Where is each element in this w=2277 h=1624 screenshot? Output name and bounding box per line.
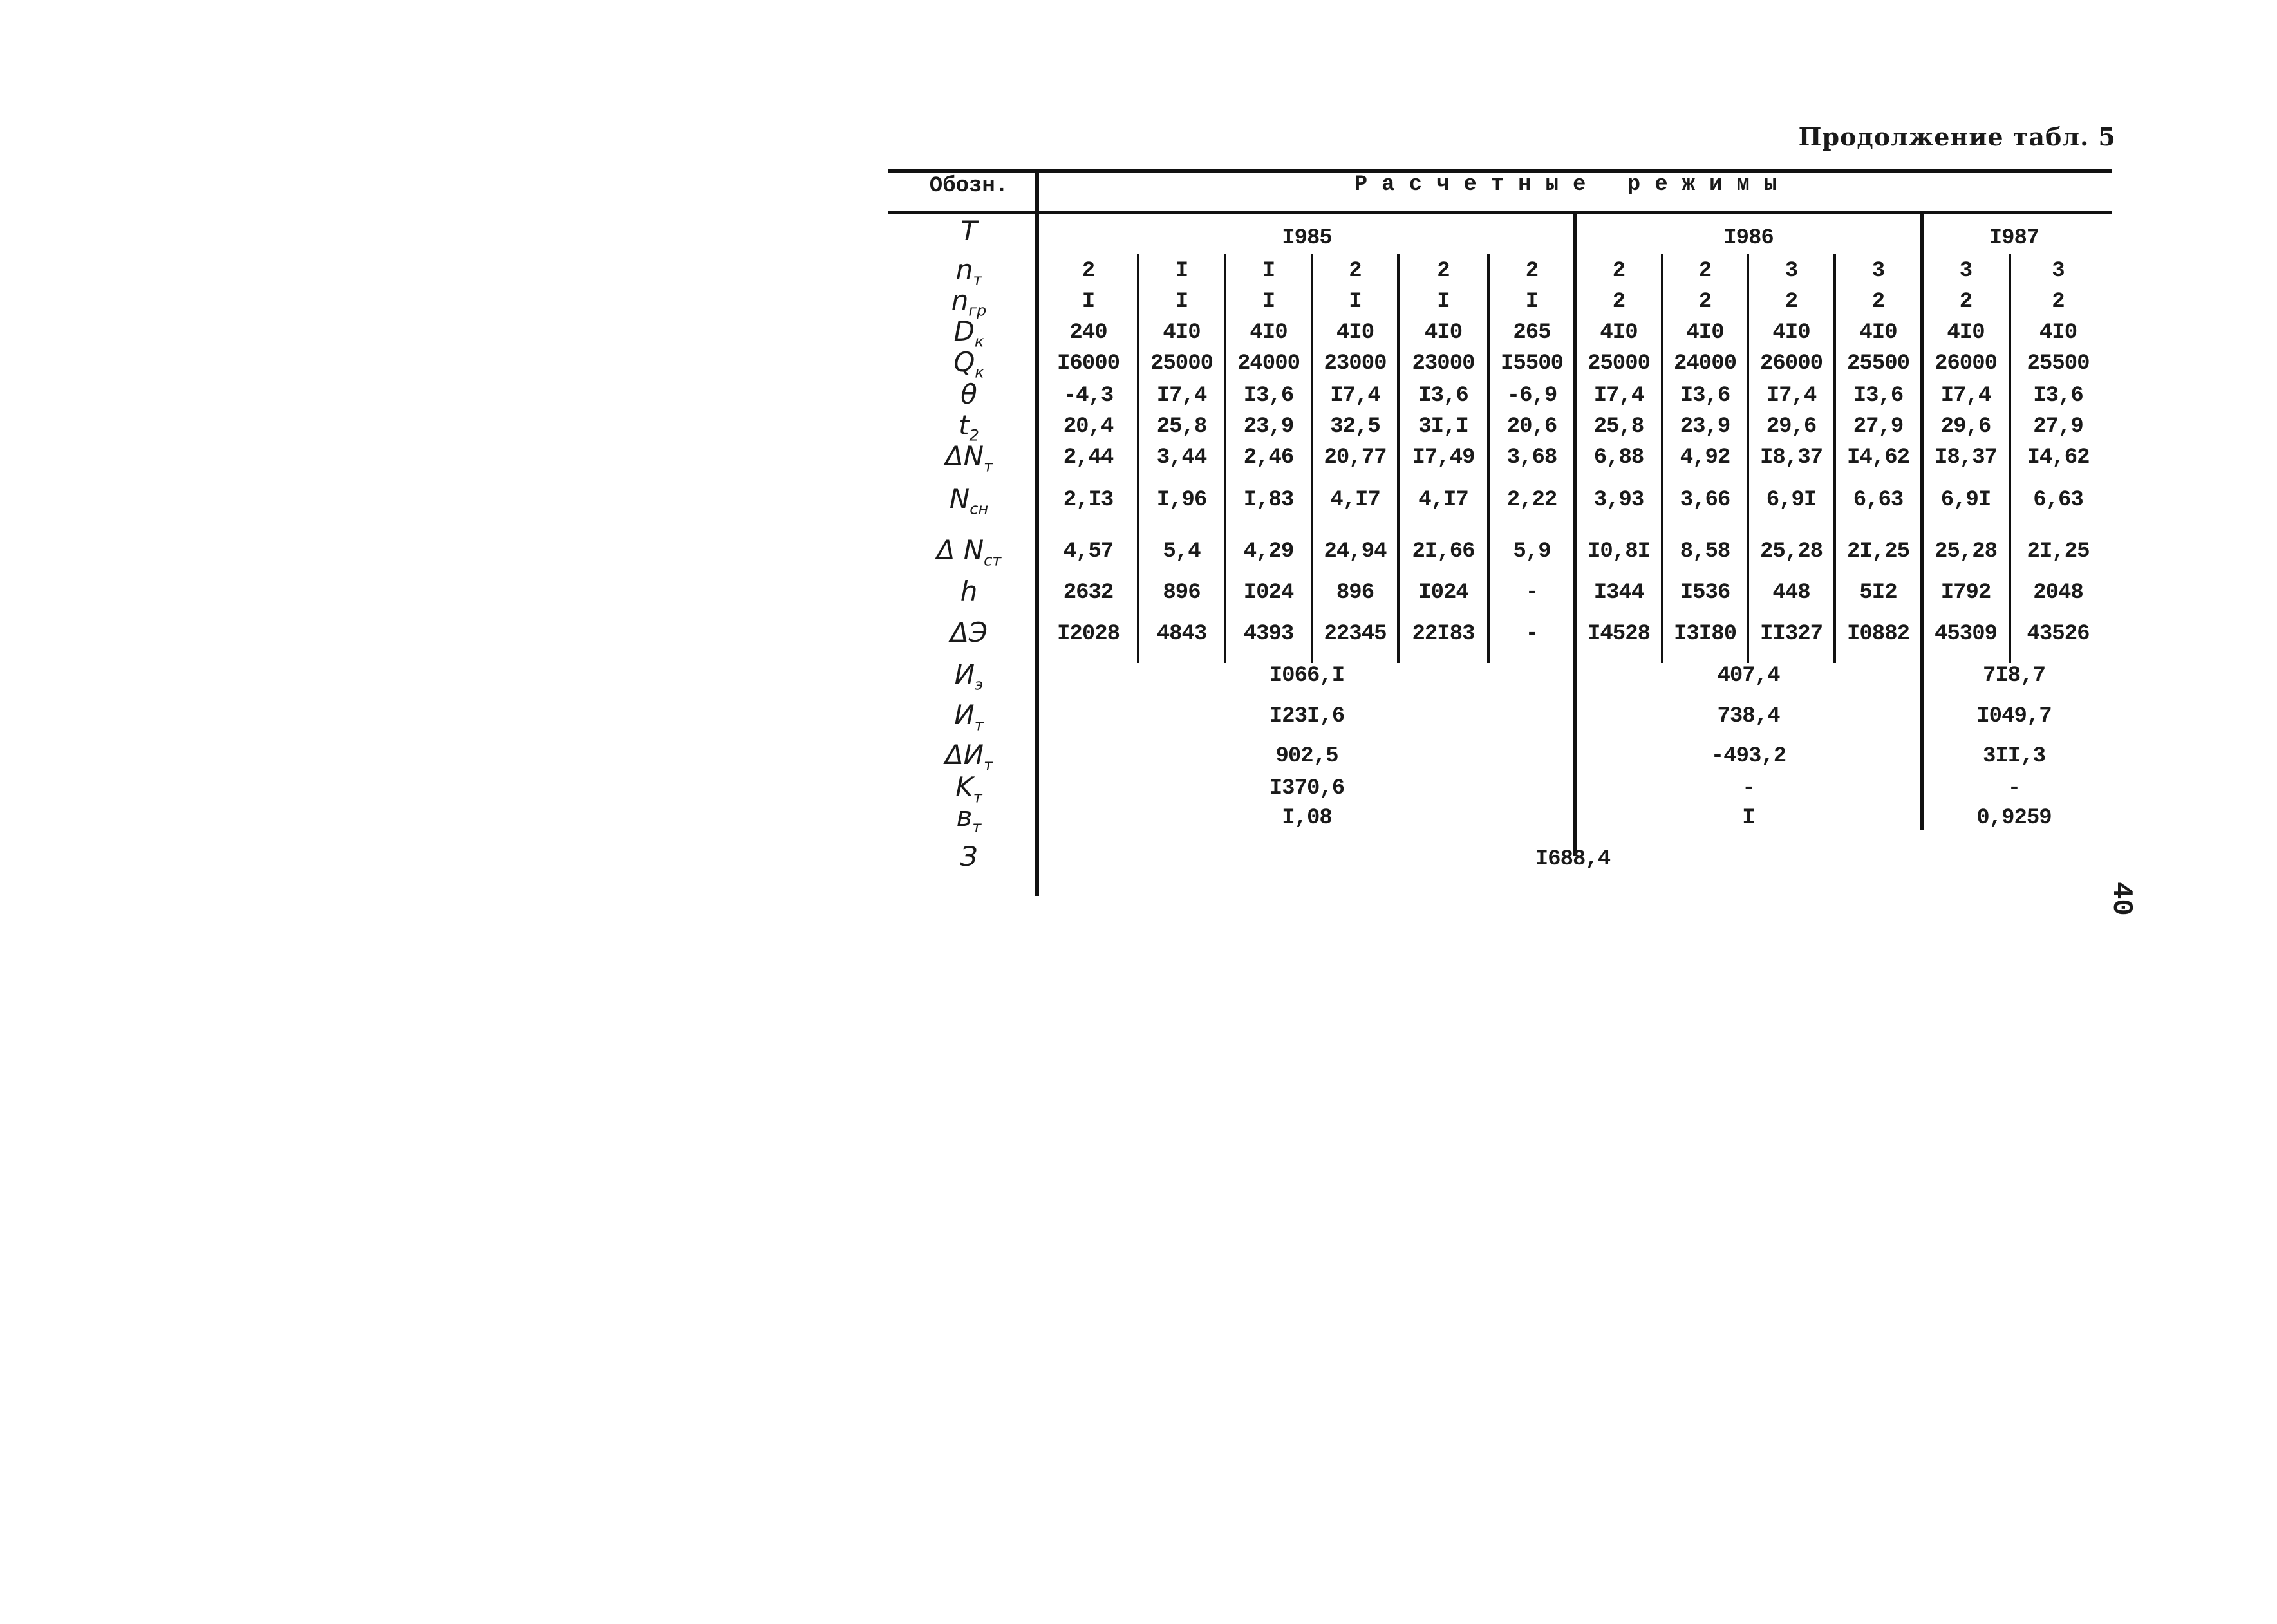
value-r7-c4: 4,I7 [1418,488,1468,512]
value-r0-c3: 2 [1349,259,1362,283]
value-r1-c11: 2 [2052,290,2065,314]
year-value-r0-y2: 7I8,7 [1982,664,2046,688]
value-r2-c5: 265 [1513,321,1551,345]
symbol-row-4: θ [960,378,977,410]
value-r10-c9: I0882 [1846,622,1910,646]
value-r1-c1: I [1175,290,1188,314]
value-r3-c11: 25500 [2027,351,2090,376]
value-r10-c2: 4393 [1243,622,1294,646]
value-r9-c9: 5I2 [1859,581,1897,605]
value-r5-c5: 20,6 [1506,415,1557,439]
value-r7-c3: 4,I7 [1330,488,1380,512]
value-r0-c7: 2 [1698,259,1712,283]
value-r6-c11: I4,62 [2027,445,2090,470]
value-r7-c5: 2,22 [1506,488,1557,512]
value-r9-c5: - [1525,581,1539,605]
column-separator-1 [1224,254,1226,663]
value-r4-c0: -4,3 [1063,384,1114,408]
value-r6-c4: I7,49 [1412,445,1475,470]
value-r4-c10: I7,4 [1940,384,1991,408]
value-r5-c4: 3I,I [1418,415,1468,439]
value-r4-c6: I7,4 [1593,384,1644,408]
year-2: I987 [1989,226,2039,250]
symbol-row-7: $N_{сн}$ [949,483,989,518]
value-r1-c4: I [1437,290,1450,314]
value-r0-c10: 3 [1959,259,1972,283]
value-r1-c3: I [1349,290,1362,314]
value-r0-c9: 3 [1871,259,1885,283]
value-r6-c1: 3,44 [1156,445,1207,470]
value-r4-c7: I3,6 [1680,384,1730,408]
value-r3-c1: 25000 [1150,351,1213,376]
value-r8-c9: 2I,25 [1846,539,1910,564]
value-r0-c8: 3 [1785,259,1798,283]
header-symbol: Обозн. [929,174,1009,198]
column-separator-10 [2009,254,2011,663]
value-r2-c4: 4I0 [1424,321,1463,345]
value-r9-c11: 2048 [2033,581,2083,605]
value-r8-c11: 2I,25 [2027,539,2090,564]
value-r5-c0: 20,4 [1063,415,1114,439]
value-r10-c5: - [1525,622,1539,646]
value-r1-c10: 2 [1959,290,1972,314]
value-r9-c2: I024 [1243,581,1294,605]
value-r3-c0: I6000 [1056,351,1120,376]
year-value-r1-y0: I23I,6 [1269,704,1345,729]
value-r8-c1: 5,4 [1163,539,1201,564]
value-r9-c4: I024 [1418,581,1468,605]
column-separator-7 [1747,254,1749,663]
value-r8-c3: 24,94 [1324,539,1387,564]
value-r7-c10: 6,9I [1940,488,1991,512]
symbol-row-8: Δ $N_{ст}$ [936,534,1002,570]
value-r5-c9: 27,9 [1853,415,1904,439]
year-value-r2-y2: 3II,3 [1982,744,2046,769]
value-r2-c10: 4I0 [1947,321,1985,345]
value-r0-c4: 2 [1437,259,1450,283]
value-r3-c4: 23000 [1412,351,1475,376]
value-r2-c3: 4I0 [1336,321,1374,345]
value-r8-c8: 25,28 [1759,539,1823,564]
value-r4-c5: -6,9 [1506,384,1557,408]
value-r8-c4: 2I,66 [1412,539,1475,564]
value-r3-c8: 26000 [1759,351,1823,376]
value-r0-c1: I [1175,259,1188,283]
value-r10-c1: 4843 [1156,622,1207,646]
value-r8-c6: I0,8I [1587,539,1651,564]
value-r0-c2: I [1262,259,1275,283]
value-r8-c2: 4,29 [1243,539,1294,564]
header-rule [888,211,2112,214]
value-r7-c8: 6,9I [1766,488,1817,512]
value-r3-c3: 23000 [1324,351,1387,376]
value-r9-c10: I792 [1940,581,1991,605]
page-number: 40 [2105,882,2137,916]
value-r0-c5: 2 [1525,259,1539,283]
value-r9-c6: I344 [1593,581,1644,605]
value-r6-c0: 2,44 [1063,445,1114,470]
value-r5-c3: 32,5 [1330,415,1380,439]
year-1: I986 [1723,226,1774,250]
value-r7-c6: 3,93 [1593,488,1644,512]
symbol-year-row-1: $И_т$ [954,699,984,734]
value-r6-c9: I4,62 [1846,445,1910,470]
table-caption: Продолжение табл. 5 [1798,122,2116,151]
symbol-year-row-0: $И_э$ [954,658,984,694]
value-r9-c8: 448 [1772,581,1810,605]
value-r10-c4: 22I83 [1412,622,1475,646]
value-r5-c1: 25,8 [1156,415,1207,439]
value-r2-c0: 240 [1069,321,1107,345]
value-r3-c6: 25000 [1587,351,1651,376]
value-r4-c9: I3,6 [1853,384,1904,408]
value-r10-c6: I4528 [1587,622,1651,646]
value-r10-c10: 45309 [1934,622,1998,646]
total-value: I688,4 [1535,847,1611,872]
value-r8-c7: 8,58 [1680,539,1730,564]
value-r2-c8: 4I0 [1772,321,1810,345]
value-r2-c9: 4I0 [1859,321,1897,345]
value-r6-c3: 20,77 [1324,445,1387,470]
value-r6-c7: 4,92 [1680,445,1730,470]
symbol-row-6: $\Delta N_т$ [944,440,993,476]
value-r3-c10: 26000 [1934,351,1998,376]
year-value-r4-y2: 0,9259 [1976,806,2052,830]
value-r5-c2: 23,9 [1243,415,1294,439]
value-r10-c0: I2028 [1056,622,1120,646]
value-r1-c5: I [1525,290,1539,314]
value-r0-c11: 3 [2052,259,2065,283]
column-separator-8 [1833,254,1836,663]
symbol-T: T [960,215,977,247]
value-r2-c11: 4I0 [2039,321,2077,345]
symbol-row-1: $n_{гр}$ [951,285,987,320]
value-r5-c10: 29,6 [1940,415,1991,439]
value-r4-c3: I7,4 [1330,384,1380,408]
year-0: I985 [1282,226,1332,250]
value-r7-c9: 6,63 [1853,488,1904,512]
value-r2-c7: 4I0 [1686,321,1724,345]
column-separator-3 [1397,254,1400,663]
year-value-r0-y1: 407,4 [1717,664,1780,688]
value-r5-c8: 29,6 [1766,415,1817,439]
header-title: Расчетные режимы [1354,173,1792,197]
value-r1-c8: 2 [1785,290,1798,314]
symbol-row-2: $D_к$ [953,315,984,351]
value-r5-c7: 23,9 [1680,415,1730,439]
value-r4-c1: I7,4 [1156,384,1207,408]
value-r2-c1: 4I0 [1163,321,1201,345]
value-r9-c1: 896 [1163,581,1201,605]
value-r9-c7: I536 [1680,581,1730,605]
value-r1-c2: I [1262,290,1275,314]
symbol-row-5: $t_2$ [959,409,979,445]
value-r3-c9: 25500 [1846,351,1910,376]
value-r8-c5: 5,9 [1513,539,1551,564]
value-r7-c7: 3,66 [1680,488,1730,512]
value-r3-c5: I5500 [1500,351,1564,376]
year-value-r3-y2: - [2007,776,2021,801]
symbol-row-0: $n_т$ [955,254,982,289]
year-value-r3-y0: I370,6 [1269,776,1345,801]
year-value-r2-y1: -493,2 [1710,744,1786,769]
value-r3-c7: 24000 [1673,351,1737,376]
value-r3-c2: 24000 [1237,351,1300,376]
symbol-year-row-3: $K_т$ [955,771,982,807]
symbol-row-9: h [960,575,978,607]
value-r7-c1: I,96 [1156,488,1207,512]
value-r6-c10: I8,37 [1934,445,1998,470]
value-r0-c6: 2 [1612,259,1626,283]
value-r10-c7: I3I80 [1673,622,1737,646]
value-r9-c0: 2632 [1063,581,1114,605]
symbol-total: З [960,841,978,872]
value-r7-c0: 2,I3 [1063,488,1114,512]
column-separator-0 [1137,254,1139,663]
value-r2-c2: 4I0 [1250,321,1288,345]
value-r6-c2: 2,46 [1243,445,1294,470]
year-value-r4-y0: I,08 [1282,806,1332,830]
value-r1-c9: 2 [1871,290,1885,314]
value-r10-c8: II327 [1759,622,1823,646]
value-r4-c11: I3,6 [2033,384,2083,408]
year-value-r1-y1: 738,4 [1717,704,1780,729]
value-r4-c2: I3,6 [1243,384,1294,408]
year-value-r1-y2: I049,7 [1976,704,2052,729]
column-separator-6 [1661,254,1663,663]
value-r8-c0: 4,57 [1063,539,1114,564]
value-r4-c8: I7,4 [1766,384,1817,408]
value-r6-c8: I8,37 [1759,445,1823,470]
value-r1-c6: 2 [1612,290,1626,314]
symbol-row-3: $Q_к$ [953,346,984,382]
value-r7-c2: I,83 [1243,488,1294,512]
value-r1-c7: 2 [1698,290,1712,314]
symbol-year-row-2: $\Delta И_т$ [944,739,993,774]
value-r10-c11: 43526 [2027,622,2090,646]
value-r7-c11: 6,63 [2033,488,2083,512]
year-value-r3-y1: - [1742,776,1755,801]
value-r8-c10: 25,28 [1934,539,1998,564]
value-r5-c11: 27,9 [2033,415,2083,439]
value-r6-c5: 3,68 [1506,445,1557,470]
column-separator-4 [1487,254,1490,663]
value-r2-c6: 4I0 [1600,321,1638,345]
value-r0-c0: 2 [1082,259,1095,283]
value-r10-c3: 22345 [1324,622,1387,646]
value-r6-c6: 6,88 [1593,445,1644,470]
year-value-r0-y0: I066,I [1269,664,1345,688]
value-r5-c6: 25,8 [1593,415,1644,439]
symbol-year-row-4: $в_т$ [956,801,982,836]
symbol-row-10: ΔЭ [950,617,988,648]
year-value-r2-y0: 902,5 [1275,744,1338,769]
value-r1-c0: I [1082,290,1095,314]
value-r9-c3: 896 [1336,581,1374,605]
year-value-r4-y1: I [1742,806,1755,830]
column-separator-2 [1311,254,1313,663]
value-r4-c4: I3,6 [1418,384,1468,408]
